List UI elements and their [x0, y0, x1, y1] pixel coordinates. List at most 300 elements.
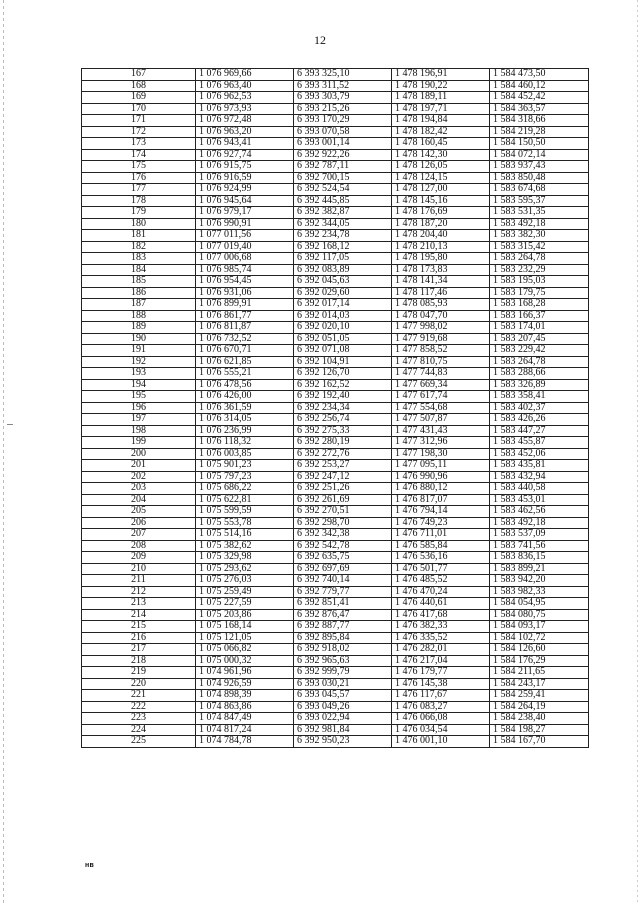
table-row	[82, 230, 589, 242]
coord-y1-cell: 6 392 887,77	[294, 621, 392, 633]
table-row	[82, 736, 589, 748]
coord-x2-cell: 1 478 127,00	[392, 184, 490, 196]
table-row	[82, 690, 589, 702]
coord-x1-cell: 1 076 915,75	[196, 161, 294, 173]
coord-x2-cell: 1 478 117,46	[392, 287, 490, 299]
coord-y1-cell: 6 393 045,57	[294, 690, 392, 702]
coord-x2-cell: 1 476 585,84	[392, 540, 490, 552]
coord-y1-cell: 6 392 700,15	[294, 172, 392, 184]
table-row	[82, 368, 589, 380]
coord-y1-cell: 6 393 303,79	[294, 92, 392, 104]
coord-y1-cell: 6 392 922,26	[294, 149, 392, 161]
table-row	[82, 218, 589, 230]
coord-y2-cell: 1 584 460,12	[490, 80, 589, 92]
coord-y1-cell: 6 392 965,63	[294, 655, 392, 667]
coord-y1-cell: 6 392 445,85	[294, 195, 392, 207]
coord-x2-cell: 1 476 536,16	[392, 552, 490, 564]
coord-y2-cell: 1 583 402,37	[490, 402, 589, 414]
coord-y1-cell: 6 393 001,14	[294, 138, 392, 150]
coord-y1-cell: 6 393 070,58	[294, 126, 392, 138]
point-number-cell: 202	[82, 471, 196, 483]
coord-y2-cell: 1 584 259,41	[490, 690, 589, 702]
coord-x1-cell: 1 076 931,06	[196, 287, 294, 299]
coord-x2-cell: 1 478 190,22	[392, 80, 490, 92]
coord-x1-cell: 1 076 811,87	[196, 322, 294, 334]
coord-y2-cell: 1 583 382,30	[490, 230, 589, 242]
point-number-cell: 219	[82, 667, 196, 679]
coord-x1-cell: 1 074 961,96	[196, 667, 294, 679]
coord-x2-cell: 1 477 998,02	[392, 322, 490, 334]
coord-x1-cell: 1 076 969,66	[196, 69, 294, 81]
point-number-cell: 180	[82, 218, 196, 230]
coord-y1-cell: 6 392 253,27	[294, 460, 392, 472]
coord-x1-cell: 1 074 784,78	[196, 736, 294, 748]
coord-x1-cell: 1 076 478,56	[196, 379, 294, 391]
coord-x2-cell: 1 478 085,93	[392, 299, 490, 311]
table-row	[82, 598, 589, 610]
coord-y2-cell: 1 583 492,18	[490, 517, 589, 529]
coord-x1-cell: 1 075 553,78	[196, 517, 294, 529]
coord-y1-cell: 6 392 162,52	[294, 379, 392, 391]
coord-x2-cell: 1 478 160,45	[392, 138, 490, 150]
coord-y2-cell: 1 583 850,48	[490, 172, 589, 184]
coord-x1-cell: 1 076 963,40	[196, 80, 294, 92]
table-row	[82, 437, 589, 449]
coord-y2-cell: 1 584 243,17	[490, 678, 589, 690]
coord-y1-cell: 6 392 779,77	[294, 586, 392, 598]
coord-y1-cell: 6 393 030,21	[294, 678, 392, 690]
coord-x1-cell: 1 076 943,41	[196, 138, 294, 150]
coord-x2-cell: 1 476 066,08	[392, 713, 490, 725]
coord-y2-cell: 1 583 942,20	[490, 575, 589, 587]
coord-y2-cell: 1 583 195,03	[490, 276, 589, 288]
coord-x2-cell: 1 478 187,20	[392, 218, 490, 230]
coord-y2-cell: 1 583 537,09	[490, 529, 589, 541]
coord-x2-cell: 1 478 197,71	[392, 103, 490, 115]
coord-x1-cell: 1 076 990,91	[196, 218, 294, 230]
coord-y2-cell: 1 584 318,66	[490, 115, 589, 127]
coord-x2-cell: 1 476 485,52	[392, 575, 490, 587]
coord-y2-cell: 1 584 211,65	[490, 667, 589, 679]
coord-x2-cell: 1 477 554,68	[392, 402, 490, 414]
coord-y2-cell: 1 583 595,37	[490, 195, 589, 207]
coord-y1-cell: 6 392 740,14	[294, 575, 392, 587]
coord-y2-cell: 1 583 264,78	[490, 253, 589, 265]
coord-y2-cell: 1 584 167,70	[490, 736, 589, 748]
coord-x1-cell: 1 075 797,23	[196, 471, 294, 483]
coord-x2-cell: 1 476 711,01	[392, 529, 490, 541]
coord-x2-cell: 1 477 919,68	[392, 333, 490, 345]
table-row	[82, 414, 589, 426]
coord-y2-cell: 1 583 207,45	[490, 333, 589, 345]
coord-y2-cell: 1 583 462,56	[490, 506, 589, 518]
table-row	[82, 621, 589, 633]
coord-x1-cell: 1 076 916,59	[196, 172, 294, 184]
coord-y2-cell: 1 584 054,95	[490, 598, 589, 610]
table-row	[82, 713, 589, 725]
coord-y1-cell: 6 392 251,26	[294, 483, 392, 495]
coord-y2-cell: 1 584 093,17	[490, 621, 589, 633]
coord-x1-cell: 1 077 006,68	[196, 253, 294, 265]
coord-x1-cell: 1 075 901,23	[196, 460, 294, 472]
coord-x1-cell: 1 075 203,86	[196, 609, 294, 621]
point-number-cell: 176	[82, 172, 196, 184]
coord-y1-cell: 6 392 635,75	[294, 552, 392, 564]
table-row	[82, 506, 589, 518]
table-row	[82, 460, 589, 472]
coord-y1-cell: 6 392 851,41	[294, 598, 392, 610]
point-number-cell: 168	[82, 80, 196, 92]
table-row	[82, 483, 589, 495]
table-row	[82, 69, 589, 81]
coord-y1-cell: 6 392 247,12	[294, 471, 392, 483]
point-number-cell: 182	[82, 241, 196, 253]
coord-y1-cell: 6 392 280,19	[294, 437, 392, 449]
coord-y1-cell: 6 392 083,89	[294, 264, 392, 276]
coord-y1-cell: 6 392 542,78	[294, 540, 392, 552]
coord-y1-cell: 6 393 325,10	[294, 69, 392, 81]
coord-x2-cell: 1 478 142,30	[392, 149, 490, 161]
coord-y1-cell: 6 392 256,74	[294, 414, 392, 426]
coord-y2-cell: 1 583 674,68	[490, 184, 589, 196]
coord-y2-cell: 1 583 288,66	[490, 368, 589, 380]
coord-y2-cell: 1 583 326,89	[490, 379, 589, 391]
coord-x1-cell: 1 074 898,39	[196, 690, 294, 702]
table-row	[82, 184, 589, 196]
coord-y2-cell: 1 583 358,41	[490, 391, 589, 403]
table-row	[82, 103, 589, 115]
coord-y2-cell: 1 584 363,57	[490, 103, 589, 115]
point-number-cell: 216	[82, 632, 196, 644]
coord-x2-cell: 1 477 507,87	[392, 414, 490, 426]
coord-x2-cell: 1 476 794,14	[392, 506, 490, 518]
coord-y2-cell: 1 583 455,87	[490, 437, 589, 449]
table-row	[82, 632, 589, 644]
point-number-cell: 190	[82, 333, 196, 345]
coord-y1-cell: 6 392 895,84	[294, 632, 392, 644]
point-number-cell: 220	[82, 678, 196, 690]
coord-y2-cell: 1 584 176,29	[490, 655, 589, 667]
coord-y1-cell: 6 392 344,05	[294, 218, 392, 230]
coord-y2-cell: 1 584 072,14	[490, 149, 589, 161]
point-number-cell: 201	[82, 460, 196, 472]
coord-x2-cell: 1 478 124,15	[392, 172, 490, 184]
coord-x2-cell: 1 476 282,01	[392, 644, 490, 656]
coord-y1-cell: 6 393 022,94	[294, 713, 392, 725]
point-number-cell: 203	[82, 483, 196, 495]
point-number-cell: 171	[82, 115, 196, 127]
coord-x1-cell: 1 075 168,14	[196, 621, 294, 633]
coord-x1-cell: 1 076 927,74	[196, 149, 294, 161]
coord-x1-cell: 1 075 066,82	[196, 644, 294, 656]
coord-x2-cell: 1 478 176,69	[392, 207, 490, 219]
coord-y2-cell: 1 583 899,21	[490, 563, 589, 575]
coord-x1-cell: 1 076 985,74	[196, 264, 294, 276]
table-row	[82, 241, 589, 253]
coord-y2-cell: 1 583 440,58	[490, 483, 589, 495]
coord-x1-cell: 1 075 622,81	[196, 494, 294, 506]
coord-x2-cell: 1 476 145,38	[392, 678, 490, 690]
table-row	[82, 276, 589, 288]
coord-y2-cell: 1 583 435,81	[490, 460, 589, 472]
coord-y2-cell: 1 583 168,28	[490, 299, 589, 311]
coord-y1-cell: 6 393 311,52	[294, 80, 392, 92]
coord-x2-cell: 1 478 145,16	[392, 195, 490, 207]
table-row	[82, 253, 589, 265]
coord-x2-cell: 1 478 182,42	[392, 126, 490, 138]
coord-y1-cell: 6 392 017,14	[294, 299, 392, 311]
coord-x2-cell: 1 477 198,30	[392, 448, 490, 460]
point-number-cell: 172	[82, 126, 196, 138]
table-row	[82, 391, 589, 403]
coord-x1-cell: 1 076 962,53	[196, 92, 294, 104]
table-row	[82, 287, 589, 299]
coord-x1-cell: 1 076 621,85	[196, 356, 294, 368]
coord-y2-cell: 1 583 315,42	[490, 241, 589, 253]
page-number: 12	[314, 33, 326, 47]
point-number-cell: 195	[82, 391, 196, 403]
coord-x1-cell: 1 076 899,91	[196, 299, 294, 311]
coord-y2-cell: 1 583 492,18	[490, 218, 589, 230]
coord-x1-cell: 1 076 732,52	[196, 333, 294, 345]
coord-y2-cell: 1 584 473,50	[490, 69, 589, 81]
coord-y1-cell: 6 392 918,02	[294, 644, 392, 656]
point-number-cell: 184	[82, 264, 196, 276]
coord-y1-cell: 6 392 014,03	[294, 310, 392, 322]
coord-x2-cell: 1 477 858,52	[392, 345, 490, 357]
point-number-cell: 178	[82, 195, 196, 207]
coord-x2-cell: 1 476 335,52	[392, 632, 490, 644]
point-number-cell: 211	[82, 575, 196, 587]
coord-y2-cell: 1 583 982,33	[490, 586, 589, 598]
coord-y2-cell: 1 583 174,01	[490, 322, 589, 334]
coord-y2-cell: 1 584 126,60	[490, 644, 589, 656]
table-row	[82, 678, 589, 690]
margin-mark	[7, 424, 13, 425]
coord-x1-cell: 1 077 011,56	[196, 230, 294, 242]
coord-x2-cell: 1 476 501,77	[392, 563, 490, 575]
scan-edge-left	[3, 0, 4, 905]
coord-y2-cell: 1 583 836,15	[490, 552, 589, 564]
coord-y1-cell: 6 392 234,78	[294, 230, 392, 242]
coord-x2-cell: 1 476 470,24	[392, 586, 490, 598]
coord-x1-cell: 1 075 514,16	[196, 529, 294, 541]
coord-y1-cell: 6 392 270,51	[294, 506, 392, 518]
coord-y2-cell: 1 583 937,43	[490, 161, 589, 173]
coord-y1-cell: 6 392 168,12	[294, 241, 392, 253]
table-row	[82, 494, 589, 506]
coord-x2-cell: 1 476 083,27	[392, 701, 490, 713]
table-row	[82, 149, 589, 161]
coord-x1-cell: 1 075 121,05	[196, 632, 294, 644]
coord-y1-cell: 6 392 876,47	[294, 609, 392, 621]
coord-x1-cell: 1 075 329,98	[196, 552, 294, 564]
table-row	[82, 644, 589, 656]
table-row	[82, 563, 589, 575]
coord-x1-cell: 1 076 973,93	[196, 103, 294, 115]
coord-x1-cell: 1 075 686,22	[196, 483, 294, 495]
point-number-cell: 217	[82, 644, 196, 656]
point-number-cell: 206	[82, 517, 196, 529]
table-row	[82, 724, 589, 736]
coord-x1-cell: 1 076 118,32	[196, 437, 294, 449]
point-number-cell: 191	[82, 345, 196, 357]
point-number-cell: 181	[82, 230, 196, 242]
coord-x1-cell: 1 075 382,62	[196, 540, 294, 552]
coord-y2-cell: 1 583 179,75	[490, 287, 589, 299]
coord-x1-cell: 1 076 954,45	[196, 276, 294, 288]
coord-y1-cell: 6 392 192,40	[294, 391, 392, 403]
coord-y2-cell: 1 583 166,37	[490, 310, 589, 322]
table-row	[82, 379, 589, 391]
table-row	[82, 517, 589, 529]
point-number-cell: 199	[82, 437, 196, 449]
coord-y1-cell: 6 392 275,33	[294, 425, 392, 437]
coord-x2-cell: 1 476 990,96	[392, 471, 490, 483]
coord-x1-cell: 1 076 003,85	[196, 448, 294, 460]
point-number-cell: 185	[82, 276, 196, 288]
coord-x2-cell: 1 476 417,68	[392, 609, 490, 621]
coord-x2-cell: 1 477 669,34	[392, 379, 490, 391]
point-number-cell: 208	[82, 540, 196, 552]
point-number-cell: 188	[82, 310, 196, 322]
coord-y1-cell: 6 392 999,79	[294, 667, 392, 679]
coord-y1-cell: 6 392 342,38	[294, 529, 392, 541]
table-row	[82, 161, 589, 173]
table-row	[82, 310, 589, 322]
coord-x2-cell: 1 478 126,05	[392, 161, 490, 173]
coord-y2-cell: 1 584 080,75	[490, 609, 589, 621]
coord-x2-cell: 1 477 810,75	[392, 356, 490, 368]
point-number-cell: 179	[82, 207, 196, 219]
coord-x2-cell: 1 477 312,96	[392, 437, 490, 449]
coord-x2-cell: 1 476 179,77	[392, 667, 490, 679]
coord-x1-cell: 1 076 426,00	[196, 391, 294, 403]
coord-y1-cell: 6 392 104,91	[294, 356, 392, 368]
point-number-cell: 205	[82, 506, 196, 518]
point-number-cell: 204	[82, 494, 196, 506]
point-number-cell: 194	[82, 379, 196, 391]
coord-y2-cell: 1 584 452,42	[490, 92, 589, 104]
coord-x2-cell: 1 477 744,83	[392, 368, 490, 380]
table-row	[82, 115, 589, 127]
point-number-cell: 187	[82, 299, 196, 311]
coord-y1-cell: 6 392 524,54	[294, 184, 392, 196]
coord-y1-cell: 6 392 697,69	[294, 563, 392, 575]
point-number-cell: 169	[82, 92, 196, 104]
point-number-cell: 183	[82, 253, 196, 265]
coord-x1-cell: 1 076 670,71	[196, 345, 294, 357]
coord-y2-cell: 1 584 198,27	[490, 724, 589, 736]
point-number-cell: 200	[82, 448, 196, 460]
table-row	[82, 207, 589, 219]
point-number-cell: 175	[82, 161, 196, 173]
coord-x1-cell: 1 074 863,86	[196, 701, 294, 713]
coord-x2-cell: 1 476 001,10	[392, 736, 490, 748]
coord-x2-cell: 1 478 047,70	[392, 310, 490, 322]
coord-y2-cell: 1 584 102,72	[490, 632, 589, 644]
table-row	[82, 299, 589, 311]
coord-x2-cell: 1 478 210,13	[392, 241, 490, 253]
point-number-cell: 174	[82, 149, 196, 161]
table-row	[82, 195, 589, 207]
coord-x1-cell: 1 075 227,59	[196, 598, 294, 610]
coord-y1-cell: 6 392 272,76	[294, 448, 392, 460]
table-row	[82, 529, 589, 541]
point-number-cell: 189	[82, 322, 196, 334]
table-row	[82, 540, 589, 552]
point-number-cell: 221	[82, 690, 196, 702]
coord-y1-cell: 6 392 787,11	[294, 161, 392, 173]
coord-y1-cell: 6 392 950,23	[294, 736, 392, 748]
point-number-cell: 167	[82, 69, 196, 81]
table-row	[82, 448, 589, 460]
coord-y2-cell: 1 583 432,94	[490, 471, 589, 483]
point-number-cell: 225	[82, 736, 196, 748]
coord-x1-cell: 1 076 555,21	[196, 368, 294, 380]
coord-x1-cell: 1 076 963,20	[196, 126, 294, 138]
point-number-cell: 210	[82, 563, 196, 575]
point-number-cell: 198	[82, 425, 196, 437]
coord-x2-cell: 1 476 117,67	[392, 690, 490, 702]
coord-x2-cell: 1 476 817,07	[392, 494, 490, 506]
coord-y2-cell: 1 583 232,29	[490, 264, 589, 276]
table-row	[82, 126, 589, 138]
coord-x1-cell: 1 075 259,49	[196, 586, 294, 598]
table-row	[82, 552, 589, 564]
point-number-cell: 212	[82, 586, 196, 598]
coord-x2-cell: 1 476 382,33	[392, 621, 490, 633]
table-row	[82, 264, 589, 276]
table-row	[82, 345, 589, 357]
table-row	[82, 80, 589, 92]
coordinates-table	[81, 68, 589, 748]
coord-x1-cell: 1 075 293,62	[196, 563, 294, 575]
coord-x2-cell: 1 478 189,11	[392, 92, 490, 104]
point-number-cell: 173	[82, 138, 196, 150]
coord-x2-cell: 1 476 749,23	[392, 517, 490, 529]
point-number-cell: 213	[82, 598, 196, 610]
scan-edge-right	[637, 0, 638, 905]
table-row	[82, 586, 589, 598]
point-number-cell: 170	[82, 103, 196, 115]
coord-y2-cell: 1 584 238,40	[490, 713, 589, 725]
point-number-cell: 196	[82, 402, 196, 414]
coord-y1-cell: 6 392 071,08	[294, 345, 392, 357]
point-number-cell: 207	[82, 529, 196, 541]
coord-x1-cell: 1 076 972,48	[196, 115, 294, 127]
table-row	[82, 172, 589, 184]
coord-y1-cell: 6 392 045,63	[294, 276, 392, 288]
table-row	[82, 356, 589, 368]
point-number-cell: 223	[82, 713, 196, 725]
coord-x2-cell: 1 477 095,11	[392, 460, 490, 472]
point-number-cell: 218	[82, 655, 196, 667]
coord-x2-cell: 1 478 204,40	[392, 230, 490, 242]
coord-x1-cell: 1 076 861,77	[196, 310, 294, 322]
point-number-cell: 222	[82, 701, 196, 713]
coord-y2-cell: 1 584 219,28	[490, 126, 589, 138]
coord-x2-cell: 1 478 196,91	[392, 69, 490, 81]
coord-y2-cell: 1 583 453,01	[490, 494, 589, 506]
coord-y2-cell: 1 583 447,27	[490, 425, 589, 437]
coord-x1-cell: 1 076 314,05	[196, 414, 294, 426]
coord-y1-cell: 6 392 117,05	[294, 253, 392, 265]
coord-x2-cell: 1 478 173,83	[392, 264, 490, 276]
coord-y2-cell: 1 583 531,35	[490, 207, 589, 219]
coord-x1-cell: 1 075 599,59	[196, 506, 294, 518]
coord-y1-cell: 6 392 020,10	[294, 322, 392, 334]
